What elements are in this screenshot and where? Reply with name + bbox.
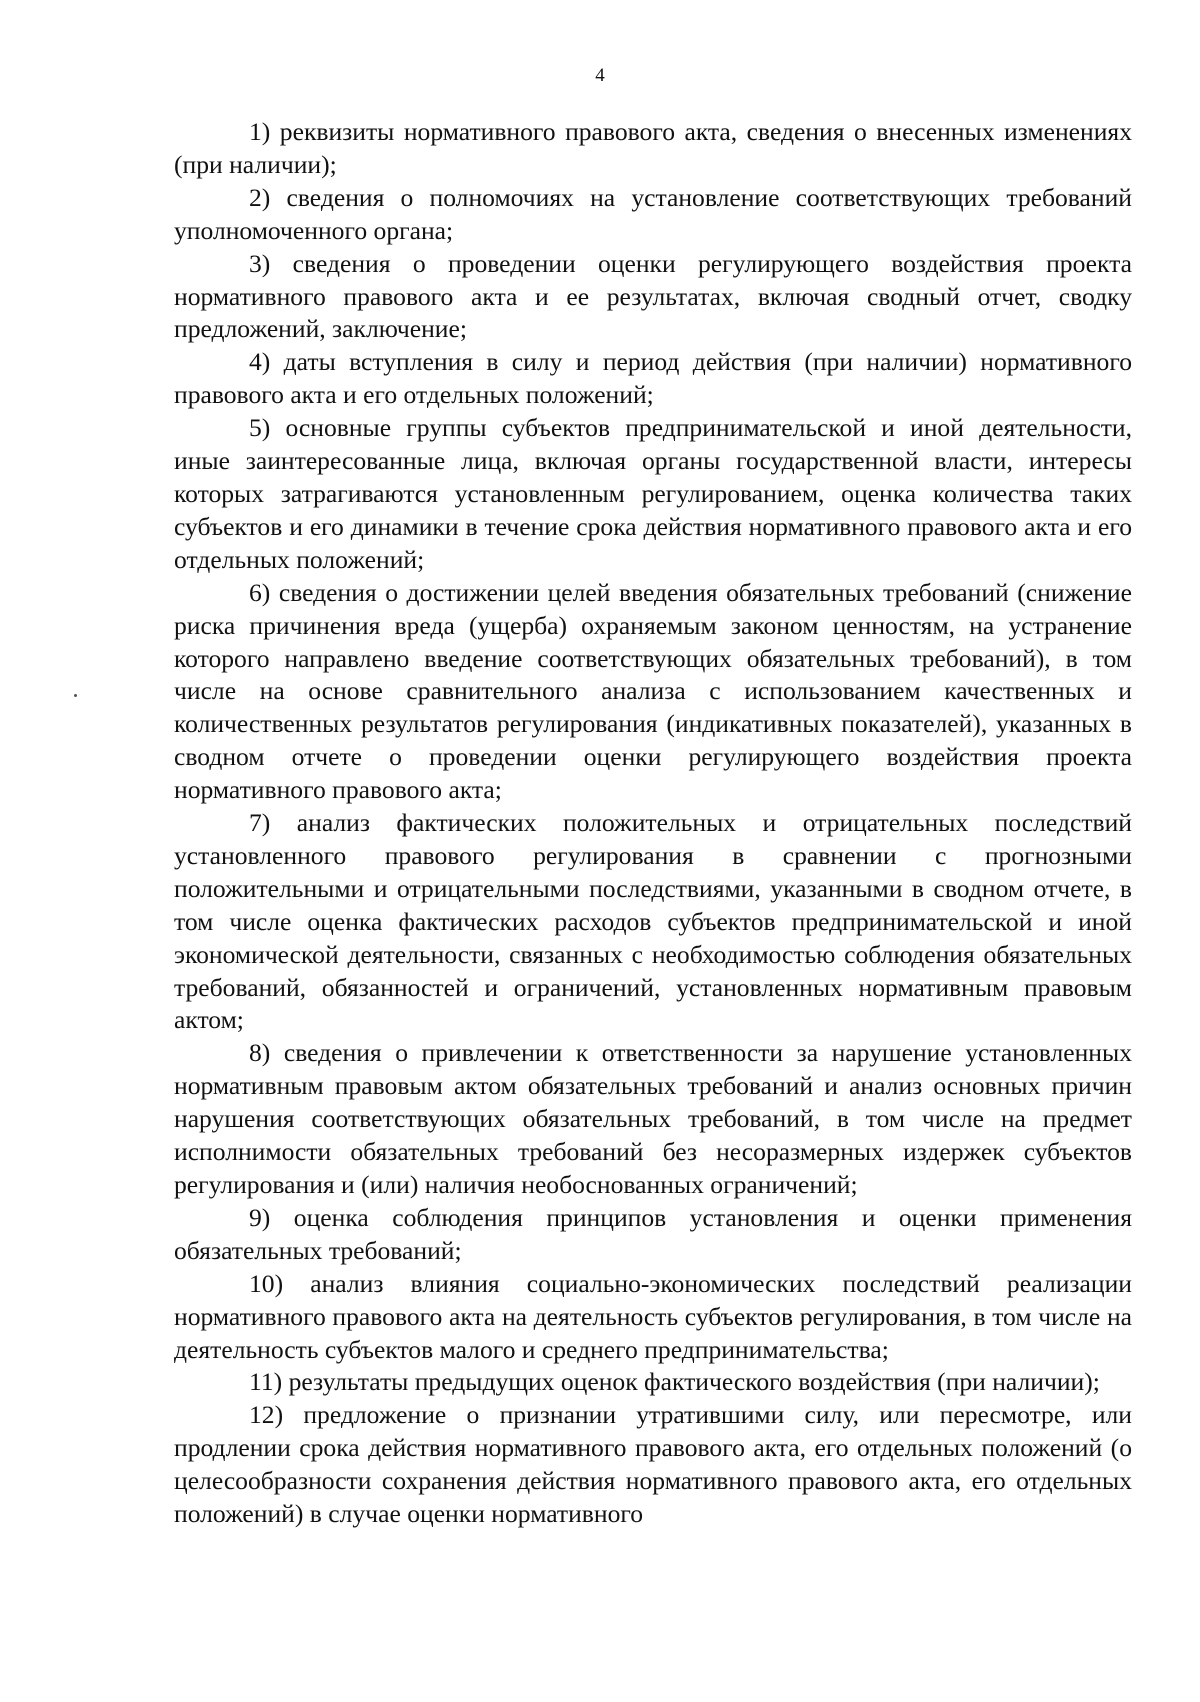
page-number: 4 <box>595 65 605 86</box>
list-item-6: 6) сведения о достижении целей введения обязательных требований (снижение риска причинения вреда (ущерба) охраняемым законом ценностям, на устранение которого направлено введение соответствующих обязательных требований), в том числе на основе сравнительного анализа с использованием качественных и количественных результатов регулирования (индикативных показателей), указанных в сводном отчете о проведении оценки регулирующего воздействия проекта нормативного правового акта; <box>174 577 1132 805</box>
document-body <box>174 116 1132 1531</box>
list-item-2: 2) сведения о полномочиях на установление соответствующих требований уполномоченного органа; <box>174 182 1132 245</box>
scan-speck <box>74 694 77 697</box>
list-item-11: 11) результаты предыдущих оценок фактического воздействия (при наличии); <box>249 1367 1100 1397</box>
list-item-8: 8) сведения о привлечении к ответственности за нарушение установленных нормативным правовым актом обязательных требований и анализ основных причин нарушения соответствующих обязательных требований, в том числе на предмет исполнимости обязательных требований без несоразмерных издержек субъектов регулирования и (или) наличия необоснованных ограничений; <box>174 1038 1132 1199</box>
list-item-12: 12) предложение о признании утратившими силу, или пересмотре, или продлении срока действия нормативного правового акта, его отдельных положений (о целесообразности сохранения действия нормативного правового акта, его отдельных положений) в случае оценки нормативного <box>174 1400 1132 1529</box>
list-item-1: 1) реквизиты нормативного правового акта, сведения о внесенных изменениях (при наличии); <box>174 117 1132 179</box>
list-item-7: 7) анализ фактических положительных и отрицательных последствий установленного правового регулирования в сравнении с прогнозными положительными и отрицательными последствиями, указанными в сводном отчете, в том числе оценка фактических расходов субъектов предпринимательской и иной экономической деятельности, связанных с необходимостью соблюдения обязательных требований, обязанностей и ограничений, установленных нормативным правовым актом; <box>174 808 1132 1035</box>
list-item-3: 3) сведения о проведении оценки регулирующего воздействия проекта нормативного правового акта и ее результатах, включая сводный отчет, сводку предложений, заключение; <box>174 248 1132 344</box>
list-item-4: 4) даты вступления в силу и период действия (при наличии) нормативного правового акта и его отдельных положений; <box>174 347 1132 410</box>
list-item-10: 10) анализ влияния социально-экономических последствий реализации нормативного правового акта на деятельность субъектов регулирования, в том числе на деятельность субъектов малого и среднего предпринимательства; <box>174 1268 1132 1364</box>
list-item-9: 9) оценка соблюдения принципов установления и оценки применения обязательных требований; <box>174 1202 1132 1265</box>
list-item-5: 5) основные группы субъектов предпринимательской и иной деятельности, иные заинтересованные лица, включая органы государственной власти, интересы которых затрагиваются установленным регулированием, оценка количества таких субъектов и его динамики в течение срока действия нормативного правового акта и его отдельных положений; <box>174 413 1132 574</box>
